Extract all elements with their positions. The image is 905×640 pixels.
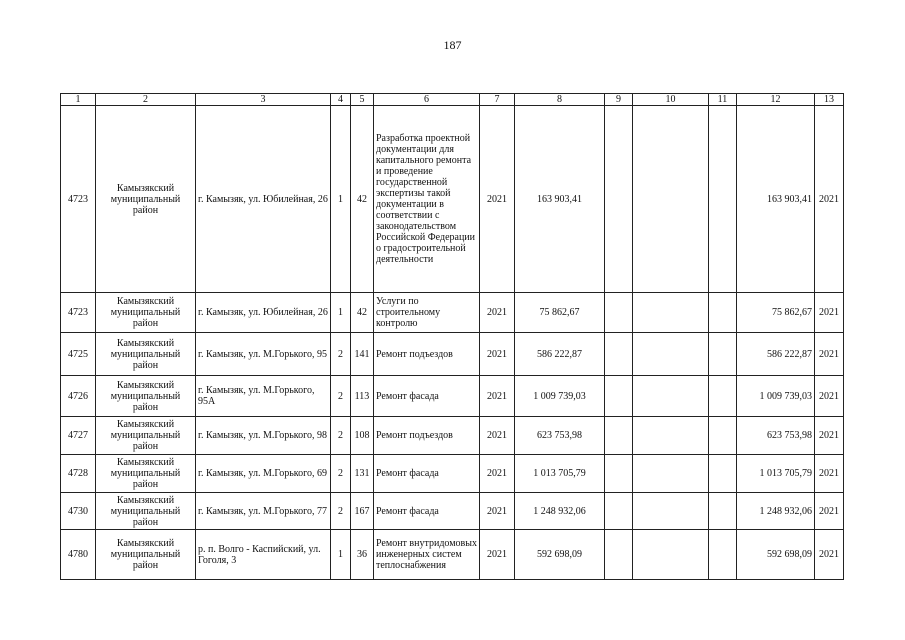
header-row — [61, 94, 844, 106]
col-9 — [605, 376, 633, 417]
municipality: Камызякский муниципальный район — [96, 106, 196, 293]
total-cost: 163 903,41 — [515, 106, 605, 293]
col-11 — [709, 493, 737, 530]
owner-funds: 1 013 705,79 — [737, 455, 815, 493]
year: 2021 — [480, 493, 515, 530]
year: 2021 — [480, 530, 515, 580]
owner-funds: 1 009 739,03 — [737, 376, 815, 417]
col-11 — [709, 333, 737, 376]
col-9 — [605, 493, 633, 530]
col-5: 131 — [351, 455, 374, 493]
owner-funds: 1 248 932,06 — [737, 493, 815, 530]
repair-schedule-table — [60, 93, 844, 580]
header-cell: 5 — [351, 94, 374, 106]
col-5: 42 — [351, 293, 374, 333]
col-9 — [605, 106, 633, 293]
address: р. п. Волго - Каспийский, ул. Гоголя, 3 — [196, 530, 331, 580]
object-code: 4723 — [61, 293, 96, 333]
work-type: Ремонт подъездов — [374, 333, 480, 376]
header-cell: 1 — [61, 94, 96, 106]
header-cell: 4 — [331, 94, 351, 106]
work-type: Ремонт фасада — [374, 376, 480, 417]
municipality: Камызякский муниципальный район — [96, 455, 196, 493]
col-4: 2 — [331, 333, 351, 376]
header-cell: 11 — [709, 94, 737, 106]
table-row — [61, 376, 844, 417]
header-cell: 3 — [196, 94, 331, 106]
year: 2021 — [480, 455, 515, 493]
object-code: 4730 — [61, 493, 96, 530]
table-row — [61, 106, 844, 293]
completion-year: 2021 — [815, 530, 844, 580]
header-cell: 9 — [605, 94, 633, 106]
municipality: Камызякский муниципальный район — [96, 293, 196, 333]
work-type: Услуги по строительному контролю — [374, 293, 480, 333]
col-4: 2 — [331, 455, 351, 493]
object-code: 4726 — [61, 376, 96, 417]
col-11 — [709, 455, 737, 493]
col-4: 2 — [331, 376, 351, 417]
municipality: Камызякский муниципальный район — [96, 417, 196, 455]
col-9 — [605, 293, 633, 333]
owner-funds: 586 222,87 — [737, 333, 815, 376]
col-5: 36 — [351, 530, 374, 580]
col-11 — [709, 530, 737, 580]
table-row — [61, 417, 844, 455]
col-9 — [605, 417, 633, 455]
year: 2021 — [480, 417, 515, 455]
work-type: Ремонт подъездов — [374, 417, 480, 455]
year: 2021 — [480, 376, 515, 417]
table-row — [61, 530, 844, 580]
address: г. Камызяк, ул. Юбилейная, 26 — [196, 106, 331, 293]
col-5: 167 — [351, 493, 374, 530]
header-cell: 6 — [374, 94, 480, 106]
total-cost: 1 009 739,03 — [515, 376, 605, 417]
completion-year: 2021 — [815, 417, 844, 455]
col-4: 1 — [331, 530, 351, 580]
header-cell: 8 — [515, 94, 605, 106]
completion-year: 2021 — [815, 493, 844, 530]
col-10 — [633, 455, 709, 493]
municipality: Камызякский муниципальный район — [96, 530, 196, 580]
col-5: 113 — [351, 376, 374, 417]
col-9 — [605, 455, 633, 493]
col-4: 1 — [331, 106, 351, 293]
col-10 — [633, 376, 709, 417]
object-code: 4725 — [61, 333, 96, 376]
address: г. Камызяк, ул. Юбилейная, 26 — [196, 293, 331, 333]
col-10 — [633, 293, 709, 333]
col-10 — [633, 417, 709, 455]
municipality: Камызякский муниципальный район — [96, 333, 196, 376]
total-cost: 623 753,98 — [515, 417, 605, 455]
owner-funds: 623 753,98 — [737, 417, 815, 455]
year: 2021 — [480, 293, 515, 333]
col-5: 108 — [351, 417, 374, 455]
col-4: 2 — [331, 417, 351, 455]
table-row — [61, 493, 844, 530]
col-5: 42 — [351, 106, 374, 293]
total-cost: 1 013 705,79 — [515, 455, 605, 493]
year: 2021 — [480, 333, 515, 376]
header-cell: 10 — [633, 94, 709, 106]
col-11 — [709, 293, 737, 333]
address: г. Камызяк, ул. М.Горького, 95 — [196, 333, 331, 376]
work-type: Разработка проектной документации для капитального ремонта и проведение государственной экспертизы такой документации в соответствии с законодательством Российской Федерации о градостроительной деятельности — [374, 106, 480, 293]
work-type: Ремонт фасада — [374, 455, 480, 493]
completion-year: 2021 — [815, 455, 844, 493]
completion-year: 2021 — [815, 376, 844, 417]
address: г. Камызяк, ул. М.Горького, 77 — [196, 493, 331, 530]
owner-funds: 592 698,09 — [737, 530, 815, 580]
header-cell: 2 — [96, 94, 196, 106]
object-code: 4728 — [61, 455, 96, 493]
total-cost: 592 698,09 — [515, 530, 605, 580]
address: г. Камызяк, ул. М.Горького, 95А — [196, 376, 331, 417]
col-4: 2 — [331, 493, 351, 530]
municipality: Камызякский муниципальный район — [96, 493, 196, 530]
col-11 — [709, 417, 737, 455]
col-11 — [709, 106, 737, 293]
table-row — [61, 455, 844, 493]
object-code: 4780 — [61, 530, 96, 580]
total-cost: 586 222,87 — [515, 333, 605, 376]
page-number: 187 — [443, 38, 462, 52]
col-11 — [709, 376, 737, 417]
total-cost: 75 862,67 — [515, 293, 605, 333]
header-cell: 7 — [480, 94, 515, 106]
completion-year: 2021 — [815, 293, 844, 333]
col-9 — [605, 530, 633, 580]
address: г. Камызяк, ул. М.Горького, 98 — [196, 417, 331, 455]
col-10 — [633, 333, 709, 376]
col-4: 1 — [331, 293, 351, 333]
col-5: 141 — [351, 333, 374, 376]
header-cell: 12 — [737, 94, 815, 106]
year: 2021 — [480, 106, 515, 293]
col-10 — [633, 106, 709, 293]
col-10 — [633, 493, 709, 530]
owner-funds: 163 903,41 — [737, 106, 815, 293]
table-row — [61, 293, 844, 333]
table-row — [61, 333, 844, 376]
work-type: Ремонт внутридомовых инженерных систем теплоснабжения — [374, 530, 480, 580]
completion-year: 2021 — [815, 106, 844, 293]
object-code: 4727 — [61, 417, 96, 455]
address: г. Камызяк, ул. М.Горького, 69 — [196, 455, 331, 493]
object-code: 4723 — [61, 106, 96, 293]
owner-funds: 75 862,67 — [737, 293, 815, 333]
header-cell: 13 — [815, 94, 844, 106]
total-cost: 1 248 932,06 — [515, 493, 605, 530]
work-type: Ремонт фасада — [374, 493, 480, 530]
completion-year: 2021 — [815, 333, 844, 376]
col-10 — [633, 530, 709, 580]
col-9 — [605, 333, 633, 376]
municipality: Камызякский муниципальный район — [96, 376, 196, 417]
